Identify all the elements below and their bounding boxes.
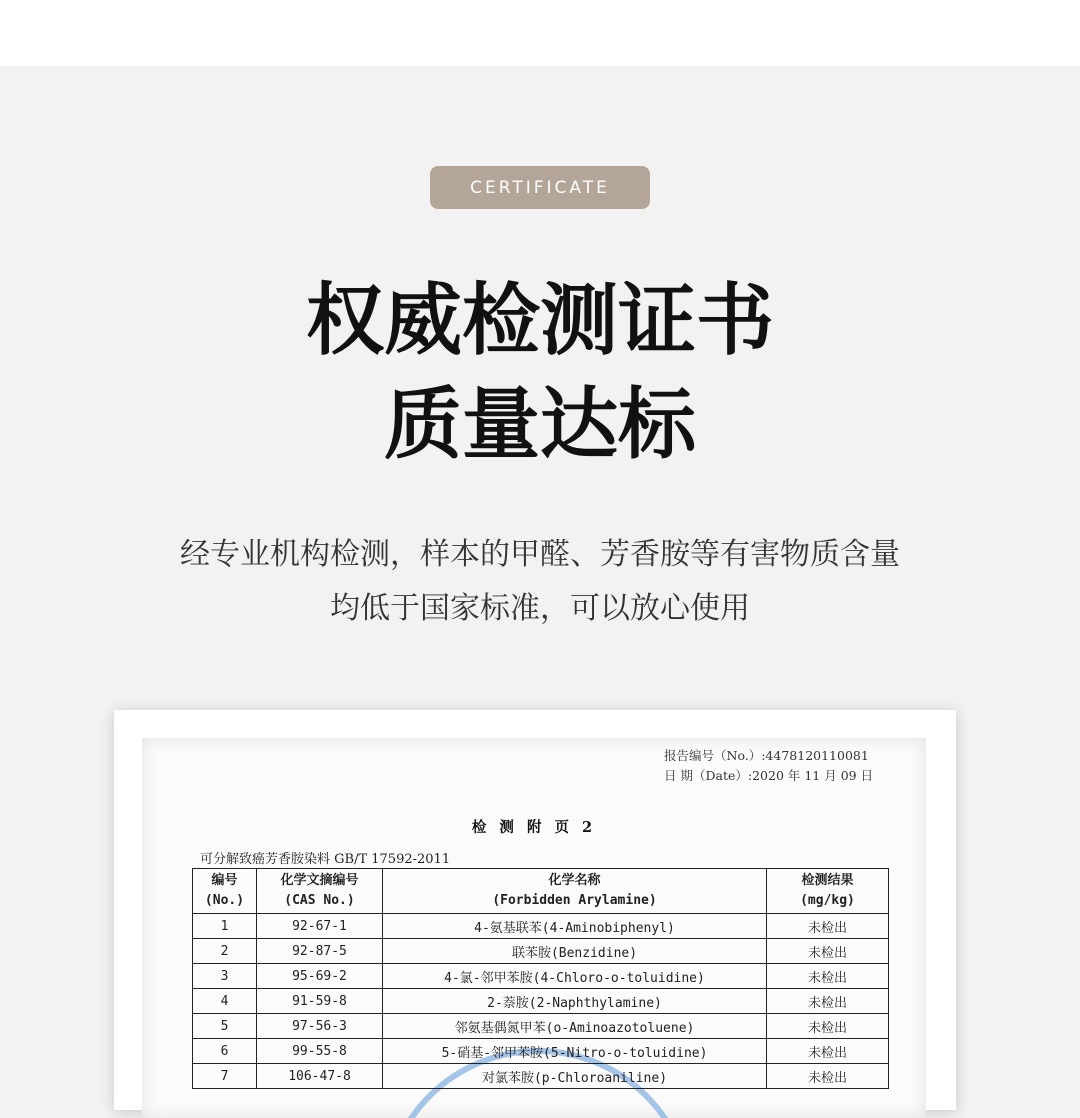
cell-cas: 97-56-3 [257, 1014, 383, 1039]
table-row [193, 939, 889, 964]
cell-no: 5 [193, 1014, 257, 1039]
header-result-en: (mg/kg) [800, 893, 855, 908]
table-row [193, 989, 889, 1014]
cell-no: 6 [193, 1039, 257, 1064]
cell-result: 未检出 [767, 914, 889, 939]
description-line-1: 经专业机构检测，样本的甲醛、芳香胺等有害物质含量 [180, 537, 900, 572]
header-no-cn: 编号 [211, 873, 238, 888]
top-white-strip [0, 0, 1080, 66]
results-table [192, 868, 889, 1089]
cell-cas: 92-67-1 [257, 914, 383, 939]
cell-no: 1 [193, 914, 257, 939]
sheet-title: 检 测 附 页 2 [471, 819, 597, 836]
cell-name: 2-萘胺(2-Naphthylamine) [383, 989, 767, 1014]
header-name-en: (Forbidden Arylamine) [492, 893, 657, 908]
headline-line-2: 质量达标 [383, 380, 696, 470]
cell-no: 7 [193, 1064, 257, 1089]
report-number: 报告编号（No.）:4478120110081 [664, 748, 869, 763]
header-name-cn: 化学名称 [548, 873, 601, 888]
cell-cas: 91-59-8 [257, 989, 383, 1014]
certificate-badge: CERTIFICATE [430, 166, 650, 209]
headline-line-1: 权威检测证书 [305, 276, 774, 366]
cell-name: 4-氨基联苯(4-Aminobiphenyl) [383, 914, 767, 939]
cell-result: 未检出 [767, 1039, 889, 1064]
header-cas [257, 869, 383, 914]
table-row [193, 1064, 889, 1089]
header-cas-en: (CAS No.) [284, 893, 355, 908]
table-row [193, 914, 889, 939]
header-result [767, 869, 889, 914]
cell-result: 未检出 [767, 1014, 889, 1039]
certificate-sheet [142, 738, 926, 1118]
cell-result: 未检出 [767, 1064, 889, 1089]
table-row [193, 1039, 889, 1064]
header-cas-cn: 化学文摘编号 [280, 873, 359, 888]
header-name [383, 869, 767, 914]
cell-cas: 99-55-8 [257, 1039, 383, 1064]
table-row [193, 1014, 889, 1039]
cell-result: 未检出 [767, 939, 889, 964]
cell-cas: 92-87-5 [257, 939, 383, 964]
cell-cas: 106-47-8 [257, 1064, 383, 1089]
cell-name: 对氯苯胺(p-Chloroaniline) [383, 1064, 767, 1089]
cell-name: 5-硝基-邻甲苯胺(5-Nitro-o-toluidine) [383, 1039, 767, 1064]
cell-result: 未检出 [767, 964, 889, 989]
cell-cas: 95-69-2 [257, 964, 383, 989]
cell-result: 未检出 [767, 989, 889, 1014]
table-header-row [193, 869, 889, 914]
cell-no: 3 [193, 964, 257, 989]
cell-name: 邻氨基偶氮甲苯(o-Aminoazotoluene) [383, 1014, 767, 1039]
description-line-2: 均低于国家标准，可以放心使用 [330, 591, 750, 626]
cell-no: 2 [193, 939, 257, 964]
header-result-cn: 检测结果 [801, 873, 854, 888]
cell-name: 4-氯-邻甲苯胺(4-Chloro-o-toluidine) [383, 964, 767, 989]
header-no-en: (No.) [204, 893, 245, 908]
certificate-frame [114, 710, 956, 1110]
header-no [193, 869, 257, 914]
cell-no: 4 [193, 989, 257, 1014]
cell-name: 联苯胺(Benzidine) [383, 939, 767, 964]
report-date: 日 期（Date）:2020 年 11 月 09 日 [664, 768, 874, 783]
table-row [193, 964, 889, 989]
test-standard: 可分解致癌芳香胺染料 GB/T 17592-2011 [200, 852, 451, 867]
